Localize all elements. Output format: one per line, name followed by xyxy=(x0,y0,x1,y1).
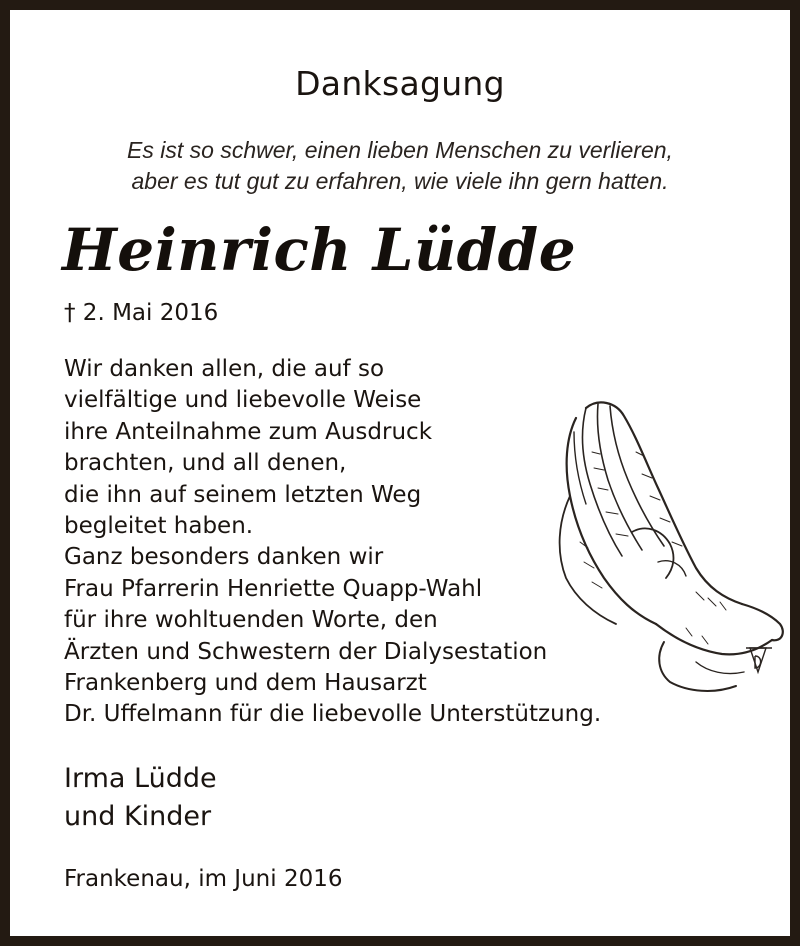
thank-you-message xyxy=(64,354,601,731)
message-line: für ihre wohltuenden Worte, den xyxy=(64,607,438,634)
message-line: Ganz besonders danken wir xyxy=(64,544,384,571)
praying-hands-icon xyxy=(546,392,790,704)
motto-quote xyxy=(10,135,790,197)
motto-line: Es ist so schwer, einen lieben Menschen zu verlieren, xyxy=(127,137,673,163)
signer-line: Irma Lüdde xyxy=(64,763,217,794)
message-line: Dr. Uffelmann für die liebevolle Unterstützung. xyxy=(64,701,602,728)
message-line: Ärzten und Schwestern der Dialysestation xyxy=(64,638,548,665)
message-line: vielfältige und liebevolle Weise xyxy=(64,387,422,414)
message-line: Wir danken allen, die auf so xyxy=(64,356,385,382)
message-line: die ihn auf seinem letzten Weg xyxy=(64,481,422,508)
signer-line: und Kinder xyxy=(64,801,212,832)
motto-line: aber es tut gut zu erfahren, wie viele ihn gern hatten. xyxy=(131,168,669,194)
message-line: begleitet haben. xyxy=(64,513,254,540)
signers xyxy=(64,760,217,836)
notice-heading: Danksagung xyxy=(295,64,505,103)
message-line: ihre Anteilnahme zum Ausdruck xyxy=(64,418,433,445)
place-date: Frankenau, im Juni 2016 xyxy=(64,866,343,892)
message-line: brachten, und all denen, xyxy=(64,450,347,477)
deceased-name: Heinrich Lüdde xyxy=(62,216,577,284)
death-date: † 2. Mai 2016 xyxy=(64,300,219,326)
message-line: Frankenberg und dem Hausarzt xyxy=(64,670,427,697)
message-line: Frau Pfarrerin Henriette Quapp-Wahl xyxy=(64,575,483,602)
